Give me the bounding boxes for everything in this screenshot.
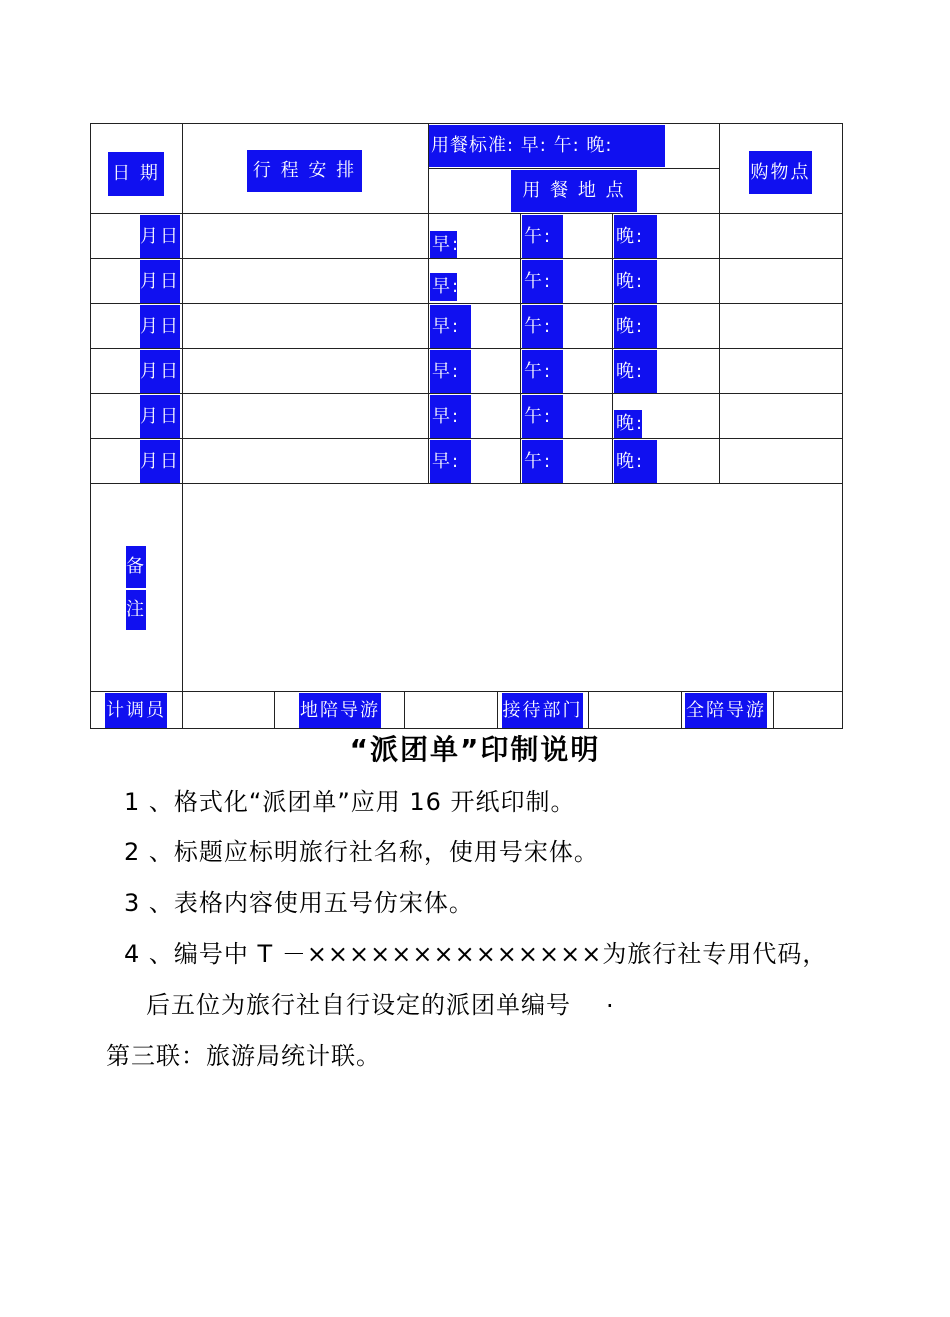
- remarks-label: 注: [126, 590, 146, 630]
- header-meal-location: 用 餐 地 点: [511, 170, 637, 212]
- instruction-item: 第三联：旅游局统计联。: [106, 1042, 381, 1070]
- row-date: 月日: [140, 215, 180, 258]
- row-lunch: 午:: [522, 215, 563, 258]
- row-lunch: 午:: [522, 395, 563, 438]
- row-breakfast: 早:: [430, 395, 471, 438]
- row-breakfast: 早:: [430, 440, 471, 483]
- row-dinner: 晚:: [614, 350, 657, 393]
- header-shopping: 购物点: [749, 151, 812, 194]
- row-breakfast: 早:: [430, 350, 471, 393]
- header-meal-standard: 用餐标准: 早: 午: 晚:: [429, 125, 665, 167]
- instruction-item: 4 、编号中 T －××××××××××××××为旅行社专用代码，: [124, 940, 828, 968]
- footer-tour-leader: 全陪导游: [685, 693, 767, 728]
- row-date: 月日: [140, 440, 180, 483]
- row-lunch: 午:: [522, 305, 563, 348]
- instruction-item: 1 、格式化“派团单”应用 16 开纸印制。: [124, 788, 576, 816]
- footer-local-guide: 地陪导游: [299, 693, 381, 728]
- row-lunch: 午:: [522, 260, 563, 303]
- row-breakfast: 早:: [430, 305, 471, 348]
- row-date: 月日: [140, 395, 180, 438]
- row-dinner: 晚:: [614, 305, 657, 348]
- remarks-label: 备: [126, 546, 146, 588]
- row-lunch: 午:: [522, 440, 563, 483]
- row-breakfast: 早:: [430, 231, 457, 258]
- footer-reception-dept: 接待部门: [502, 693, 583, 728]
- instruction-item: 3 、表格内容使用五号仿宋体。: [124, 889, 474, 917]
- header-itinerary: 行 程 安 排: [247, 150, 362, 192]
- row-date: 月日: [140, 305, 180, 348]
- row-breakfast: 早:: [430, 273, 457, 301]
- row-date: 月日: [140, 350, 180, 393]
- row-dinner: 晚:: [614, 260, 657, 303]
- row-lunch: 午:: [522, 350, 563, 393]
- footer-planner: 计调员: [105, 693, 167, 728]
- instruction-item: 2 、标题应标明旅行社名称，使用号宋体。: [124, 838, 599, 866]
- row-dinner: 晚:: [614, 410, 642, 438]
- instruction-item: .: [606, 985, 615, 1013]
- row-date: 月日: [140, 260, 180, 303]
- row-dinner: 晚:: [614, 215, 657, 258]
- instruction-item: 后五位为旅行社自行设定的派团单编号: [146, 991, 571, 1019]
- row-dinner: 晚:: [614, 440, 657, 483]
- header-date: 日 期: [108, 152, 164, 196]
- instructions-title: “派团单”印制说明: [349, 733, 601, 766]
